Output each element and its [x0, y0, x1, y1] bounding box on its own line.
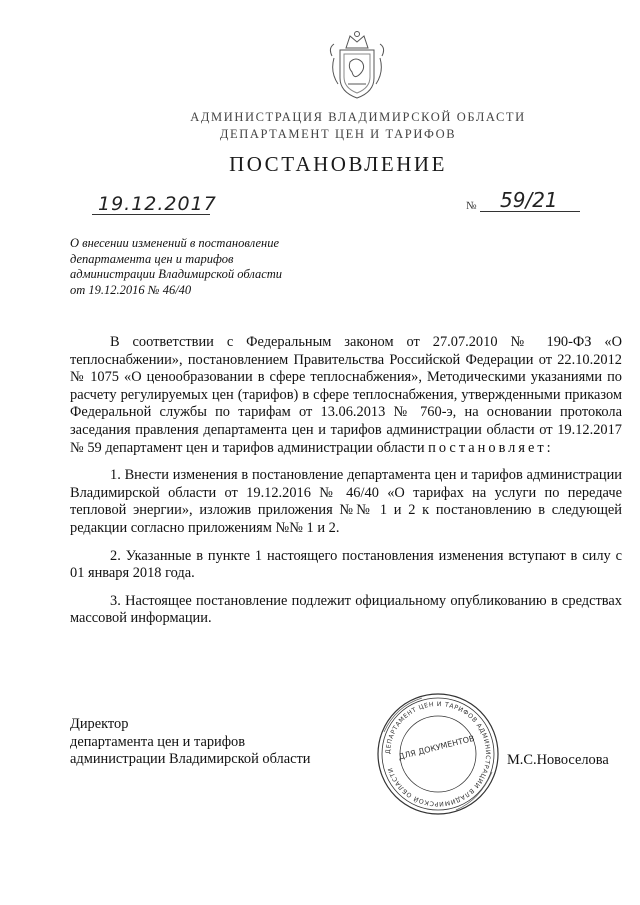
number-prefix: №	[466, 200, 477, 212]
org-name-line2: ДЕПАРТАМЕНТ ЦЕН И ТАРИФОВ	[219, 127, 457, 141]
position-line: департамента цен и тарифов	[70, 733, 246, 750]
document-number: 59/21	[500, 188, 558, 212]
position-line: администрации Владимирской области	[70, 751, 311, 768]
subject-line: департамента цен и тарифов	[70, 251, 234, 266]
signatory-position	[70, 716, 311, 769]
item-paragraph: 2. Указанные в пункте 1 настоящего постановления изменения вступают в силу с 01 января 2018 года.	[70, 547, 622, 582]
org-name-line1: АДМИНИСТРАЦИЯ ВЛАДИМИРСКОЙ ОБЛАСТИ	[190, 110, 526, 124]
subject-line: О внесении изменений в постановление	[70, 236, 280, 250]
official-stamp	[376, 692, 500, 816]
item-paragraph: 1. Внести изменения в постановление департамента цен и тарифов администрации Владимирской области от 19.12.2016 № 46/40 «О тарифах на услуги по передаче тепловой энергии», изложив приложения №№ 1 и 2 к постановлению в следующей редакции согласно приложениям №№ 1 и 2.	[70, 467, 622, 536]
signatory-name: М.С.Новоселова	[507, 752, 609, 768]
preamble-paragraph	[70, 334, 622, 457]
stamp-center-text: ДЛЯ ДОКУМЕНТОВ	[397, 733, 476, 762]
document-body	[70, 334, 622, 628]
number-underline	[480, 211, 580, 212]
item-paragraph: 3. Настоящее постановление подлежит официальному опубликованию в средствах массовой информации.	[70, 592, 622, 627]
document-date: 19.12.2017	[98, 193, 217, 215]
preamble-text: В соответствии с Федеральным законом от 27.07.2010 № 190-ФЗ «О теплоснабжении», постановлением Правительства Российской Федерации от 22.10.2012 № 1075 «О ценообразовании в сфере теплоснабжения», Методическими указаниями по расчету регулируемых цен (тарифов) в сфере теплоснабжения, утвержденными приказом Федеральной службы по тарифам от 13.06.2013 № 760-э, на основании протокола заседания правления департамента цен и тарифов администрации области от 19.12.2017 № 59 департамент цен и тарифов администрации области	[70, 334, 622, 456]
subject-line: администрации Владимирской области	[70, 267, 283, 281]
subject-line: от 19.12.2016 № 46/40	[70, 282, 192, 297]
coat-of-arms-icon	[326, 28, 388, 100]
stamp-ring-text: ДЕПАРТАМЕНТ ЦЕН И ТАРИФОВ АДМИНИСТРАЦИИ ВЛАДИМИРСКОЙ ОБЛАСТИ	[384, 700, 492, 808]
date-underline	[92, 214, 210, 215]
position-line: Директор	[70, 716, 129, 732]
decides-word: постановляет:	[428, 439, 554, 456]
document-subject	[70, 236, 310, 298]
document-type-title: ПОСТАНОВЛЕНИЕ	[229, 152, 447, 176]
